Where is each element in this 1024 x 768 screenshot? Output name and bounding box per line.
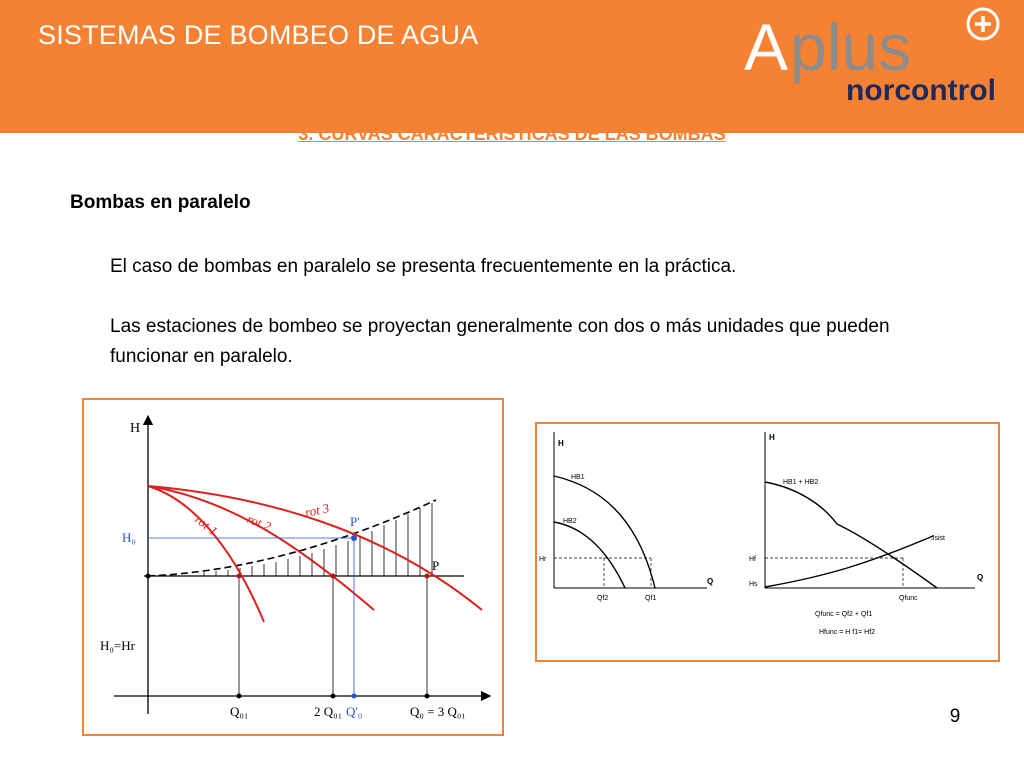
x-mark-4 (425, 694, 430, 699)
rot-1-curve (148, 486, 264, 622)
logo-word-norcontrol: norcontrol (846, 74, 996, 107)
x-mark-2 (331, 694, 336, 699)
qfunc-label: Qfunc (899, 595, 918, 602)
slide-header-title: SISTEMAS DE BOMBEO DE AGUA (38, 20, 479, 50)
logo-letter-a: A (744, 10, 789, 84)
x-label-q0-prime: Q'₀ (346, 704, 363, 719)
hb1-label: HB1 (571, 474, 585, 481)
rot-3-label: rot 3 (303, 500, 331, 520)
hr-label: H₀=Hr (100, 638, 135, 653)
x-label-2q01: 2 Q₀₁ (314, 704, 343, 719)
section-title: 3. CURVAS CARACTERISTICAS DE LAS BOMBAS (298, 124, 726, 144)
rot-1-label: rot 1 (192, 511, 221, 539)
hf-label: Hf (749, 556, 756, 563)
point-p-label: P (432, 558, 440, 573)
pump-curves-diagram (537, 424, 998, 660)
left-y-label: H (558, 439, 564, 448)
logo-word-plus: plus (790, 10, 912, 84)
point-p-prime-label: P' (350, 514, 360, 529)
x-label-q01: Q₀₁ (230, 704, 249, 719)
right-y-label: H (769, 433, 775, 442)
right-x-label: Q (977, 573, 984, 582)
hb2-label: HB2 (563, 518, 577, 525)
pump-curves-figure (535, 422, 1000, 662)
plus-circle-icon (968, 9, 998, 39)
jsist-label: Jsist (931, 535, 945, 542)
equation-hfunc: Hfunc = H f1= Hf2 (819, 629, 876, 636)
parallel-pumps-figure (82, 398, 504, 736)
x-mark-3 (352, 694, 357, 699)
point-p-prime (351, 535, 357, 541)
qf2-label: Qf2 (597, 595, 609, 602)
hb-sum-label: HB1 + HB2 (783, 479, 819, 486)
intersect-point-1 (237, 574, 242, 579)
intersect-point-3 (425, 574, 430, 579)
hb2-curve (554, 522, 625, 588)
paragraph-2: Las estaciones de bombeo se proyectan generalmente con dos o más unidades que pueden funcionar en paralelo. (110, 316, 890, 367)
parallel-pumps-diagram (84, 400, 502, 734)
hr-label: Hr (539, 556, 547, 563)
hs-label: Hs (749, 581, 758, 588)
header-bar (0, 0, 1024, 133)
system-curve-jsist (765, 536, 933, 587)
x-label-q0: Q₀ = 3 Q₀₁ (410, 704, 466, 719)
applus-norcontrol-logo (744, 4, 1008, 108)
subheading: Bombas en paralelo (70, 192, 251, 213)
equation-qfunc: Qfunc = Qf2 + Qf1 (815, 611, 873, 618)
x-mark-1 (237, 694, 242, 699)
h0-label: H₀ (122, 530, 136, 545)
intersect-point-2 (331, 574, 336, 579)
y-axis-label: H (130, 421, 141, 436)
left-x-label: Q (707, 577, 714, 586)
qf1-label: Qf1 (645, 595, 657, 602)
combined-curve (765, 482, 937, 588)
hb1-curve (554, 476, 655, 588)
page-number: 9 (949, 706, 961, 727)
hr-point (146, 574, 151, 579)
paragraph-1: El caso de bombas en paralelo se presenta frecuentemente en la práctica. (110, 256, 737, 277)
rot-2-label: rot 2 (244, 510, 274, 534)
